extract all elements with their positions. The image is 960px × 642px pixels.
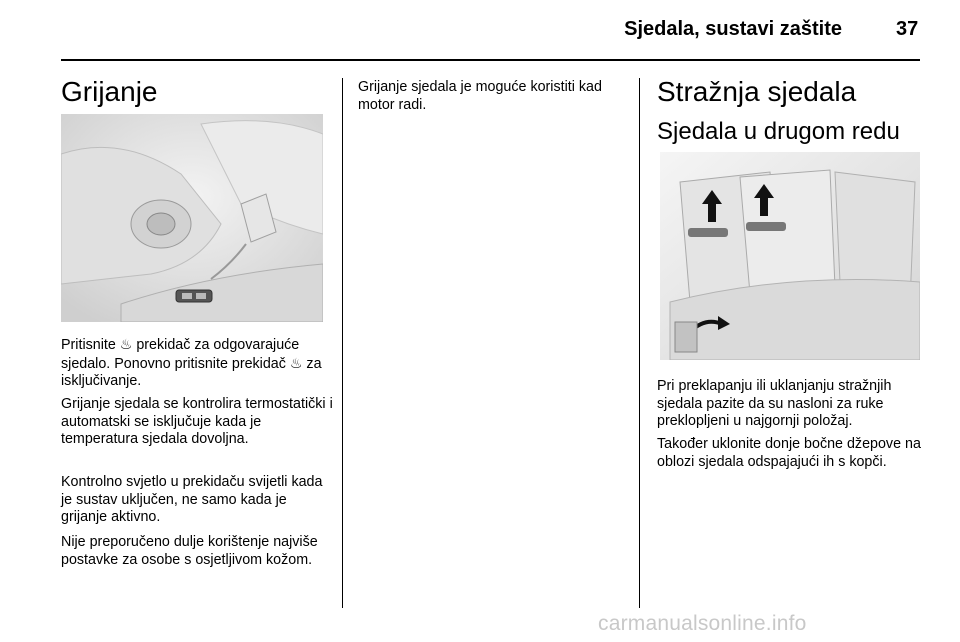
seat-heating-icon: ♨ <box>119 336 133 352</box>
heating-paragraph-2: Grijanje sjedala se kontrolira termostatički i automatski se isključuje kada je temperatura sjedala dovoljna. <box>61 396 333 447</box>
heating-paragraph-3: Kontrolno svjetlo u prekidaču svijetli kada je sustav uključen, ne samo kada je grijanje aktivno. <box>61 474 323 525</box>
heating-paragraph-4: Nije preporučeno dulje korištenje najviše postavke za osobe s osjetljivom kožom. <box>61 534 318 568</box>
rear-seats-illustration <box>660 152 920 360</box>
rear-seats-paragraph-1: Pri preklapanju ili uklanjanju stražnjih sjedala pazite da su nasloni za ruke preklopljeni u najgornji položaj. <box>657 378 892 429</box>
subsection-heading-second-row: Sjedala u drugom redu <box>657 118 900 145</box>
seat-heating-illustration <box>61 114 323 322</box>
heating-paragraph-engine: Grijanje sjedala je moguće koristiti kad motor radi. <box>358 79 602 113</box>
rear-seats-paragraph-2: Također uklonite donje bočne džepove na oblozi sjedala odspajajući ih s kopči. <box>657 436 921 470</box>
page-number: 37 <box>896 18 919 40</box>
heating-paragraph-1: Pritisnite ♨ prekidač za odgovarajuće sjedalo. Ponovno pritisnite prekidač ♨ za isključivanje. <box>61 336 322 389</box>
section-heading-heating: Grijanje <box>61 76 158 107</box>
header-title: Sjedala, sustavi zaštite <box>624 18 842 40</box>
section-heading-rear-seats: Stražnja sjedala <box>657 76 857 107</box>
watermark: carmanualsonline.info <box>598 612 807 635</box>
seat-heating-icon: ♨ <box>289 354 303 371</box>
column-divider-left <box>342 78 343 608</box>
header-rule <box>61 59 920 61</box>
column-divider-right <box>639 78 640 608</box>
